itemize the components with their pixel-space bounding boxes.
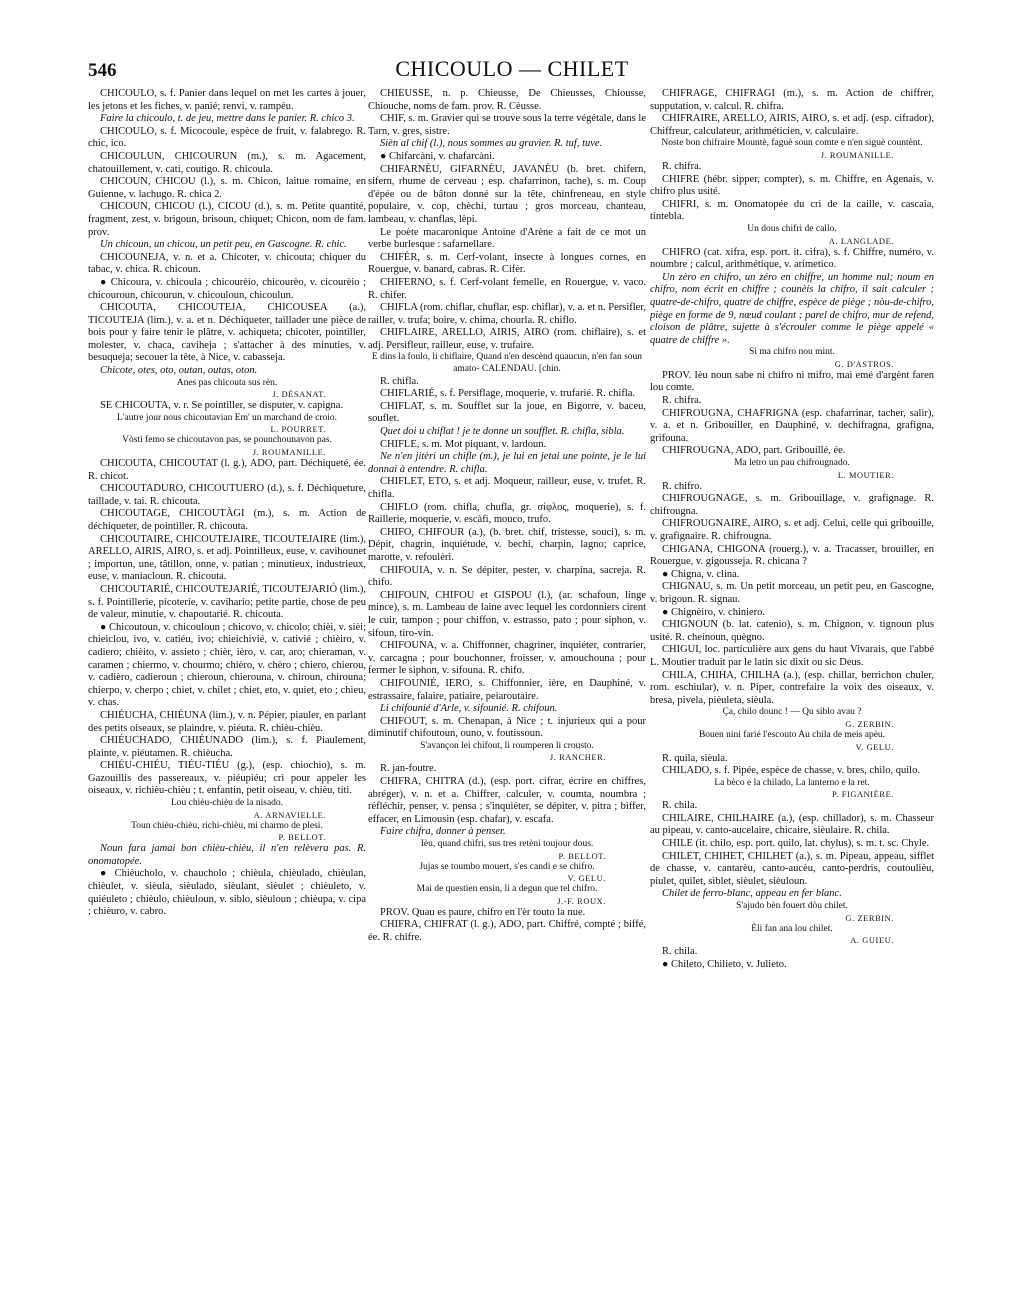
- quotation-author: L. POURRET.: [270, 425, 326, 435]
- dictionary-entry: CHIGNAU, s. m. Un petit morceau, un petit peu, en Gascogne, v. brigoun. R. signau.: [650, 581, 934, 605]
- quotation: Mai de questien ensin, li a degun que tel chifro.: [416, 884, 598, 895]
- dictionary-entry: CHIÉU-CHIÉU, TIÉU-TIÉU (g.), (esp. chiochio), s. m. Gazouillis des passereaux, v. piéupiéu; cri pour appeler les oiseaux, v. richièu-chièu ; t. enfantin, petit oiseau, v. chièu, titi.: [88, 760, 366, 797]
- quotation: Vòsti femo se chicoutavon pas, se pounchounavon pas.: [122, 435, 332, 446]
- dictionary-entry: ● Chifarcàni, v. chafarcàni.: [380, 150, 495, 162]
- dictionary-entry: CHIFROUGNAGE, s. m. Gribouillage, v. grafignage. R. chifrougna.: [650, 493, 934, 517]
- dictionary-entry: CHIFRAIRE, ARELLO, AIRIS, AIRO, s. et adj. (esp. cifrador), Chiffreur, calculateur, arithméticien, v. calculaire.: [650, 113, 934, 137]
- dictionary-entry: CHICOUN, CHICOU (l.), CICOU (d.), s. m. Petite quantité, fragment, zest, v. brigoun, brisoun, chiquet; Chicon, nom de fam. prov.: [88, 201, 366, 238]
- dictionary-entry: CHICOUNEJA, v. n. et a. Chicoter, v. chicouta; chiquer du tabac, v. chica. R. chicoun.: [88, 251, 366, 276]
- dictionary-entry: CHIFRA, CHIFRAT (l. g.), ADO, part. Chiffré, compté ; biffé, ée. R. chifre.: [368, 919, 646, 943]
- dictionary-entry: CHICOUTA, CHICOUTAT (l. g.), ADO, part. Déchiqueté, ée. R. chicot.: [88, 458, 366, 482]
- column-left: [88, 88, 366, 1288]
- dictionary-entry: R. chifla.: [380, 375, 419, 387]
- dictionary-entry: ● Chignèiro, v. chiniero.: [662, 606, 766, 618]
- quotation: Ièu, quand chifri, sus tres retèni toujour dous.: [420, 839, 594, 850]
- dictionary-entry: CHIFROUGNAIRE, AIRO, s. et adj. Celui, celle qui gribouille, v. grafignaire. R. chifrougna.: [650, 518, 934, 542]
- dictionary-entry: CHIFLE, s. m. Mot piquant, v. lardoun.: [380, 438, 547, 450]
- usage-example: Faire chifra, donner à penser.: [380, 826, 506, 838]
- dictionary-entry: CHIGUI, loc. particulière aux gens du haut Vivarais, que l'abbé L. Moutier traduit par le latin sic dixit ou sic Deus.: [650, 644, 934, 668]
- dictionary-entry: CHICOUTAIRE, CHICOUTEJAIRE, TICOUTEJAIRE (lim.), ARELLO, AIRIS, AIRO, s. et adj. Pointilleux, euse, v. cavihounet ; importun, une, tâtillon, onne, v. patian ; minutieux, industrieux, euse, v. maniacloun. R. chicouta.: [88, 533, 366, 583]
- usage-example: Un zèro en chifro, un zéro en chiffre, un homme nul; noum en chifro, nom écrit en chiffre ; counèis la chifro, il sait calculer ; quatre-de-chifro, quatre de chiffre, espèce de piège ; nòu-de-chifro, piège en forme de 9, nœud coulant ; parel de chifro, mur de refend, cloison de plâtre, sujette à s'écrouler comme le piège appelé « quatre de chiffre ».: [650, 271, 934, 346]
- page-number: 546: [88, 60, 117, 81]
- quotation: S'avançon lei chifout, li roumperen li crousto.: [420, 740, 594, 751]
- dictionary-entry: CHILA, CHIHA, CHILHA (a.), (esp. chillar, berrichon chuler, rom. eschiular), v. n. Piper, contrefaire la voix des oiseaux, v. bresa, pivela, pièuleta, sièula.: [650, 669, 934, 706]
- quotation: Anes pas chicouta sus rèn.: [176, 377, 278, 388]
- dictionary-entry: R. jan-foutre.: [380, 763, 437, 775]
- dictionary-entry: CHIGANA, CHIGONA (rouerg.), v. a. Tracasser, brouiller, en Rouergue, v. gigousseja. R. chicana ?: [650, 543, 934, 568]
- dictionary-entry: CHIFRA, CHITRA (d.), (esp. port. cifrar, écrire en chiffres, abréger), v. n. et a. Chiffrer, calculer, v. coumta, noumbra ; réfléchir, penser, v. pensa ; s'inquiéter, se dépiter, v. pitra ; biffer, effacer, en Limousin (esp. chafar), v. escafa.: [368, 776, 646, 825]
- dictionary-entry: CHIFLARIÉ, s. f. Persiflage, moquerie, v. trufarié. R. chifla.: [380, 388, 636, 400]
- quotation-author: V. GELU.: [855, 742, 894, 752]
- dictionary-entry: CHIFLET, ETO, s. et adj. Moqueur, railleur, euse, v. trufet. R. chifla.: [368, 476, 646, 500]
- dictionary-entry: CHIFRAGE, CHIFRÀGI (m.), s. m. Action de chiffrer, supputation, v. calcul. R. chifra.: [650, 88, 934, 112]
- quotation: Èli fan ana lou chilet.: [751, 923, 833, 934]
- dictionary-entry: CHIFLO (rom. chifla, chufla, gr. σίφλος, moquerie), s. f. Raillerie, moquerie, v. escàfi, mouco, trufo.: [368, 501, 646, 526]
- quotation-author: J. RANCHER.: [549, 753, 606, 763]
- quotation-author: J. DÉSANAT.: [272, 390, 326, 400]
- quotation-author: L. MOUTIER.: [837, 470, 894, 480]
- dictionary-entry: CHILADO, s. f. Pipée, espèce de chasse, v. bres, chilo, quilo.: [662, 765, 920, 777]
- quotation-author: J. ROUMANILLE.: [820, 150, 894, 160]
- quotation: Si ma chifro nou mint.: [749, 347, 835, 358]
- quotation: S'ajudo bèn fouert dòu chilet.: [736, 901, 848, 912]
- dictionary-entry: CHIFOUT, s. m. Chenapan, à Nice ; t. injurieux qui a pour diminutif chifoutoun, ouno, v. foutissoun.: [368, 715, 646, 740]
- quotation: Ça, chilo dounc ! — Qu siblo avau ?: [722, 707, 862, 718]
- dictionary-entry: CHIF, s. m. Gravier qui se trouve sous la terre végétale, dans le Tarn, v. gres, sistre.: [368, 113, 646, 137]
- quotation: La bèco e la chilado, La lanterno e la ret.: [714, 777, 870, 788]
- quotation: Ma letro un pau chifrougnado.: [734, 458, 850, 469]
- dictionary-entry: CHILET, CHIHET, CHILHET (a.), s. m. Pipeau, appeau, sifflet de chasse, v. cantarèu, canto-aucèu, canto-perdris, coutoulièu, piulet, quilet, siblet, sièulet, sièuloun.: [650, 850, 934, 887]
- dictionary-entry: CHICOUTADURO, CHICOUTUERO (d.), s. f. Déchiqueture, taillade, v. tai. R. chicouta.: [88, 483, 366, 507]
- quotation: E dins la foulo, li chiflaire, Quand n'en descènd quaucun, n'en fan soun amato- CALENDAU. [chin.: [371, 352, 643, 375]
- quotation-author: J. ROUMANILLE.: [252, 448, 326, 458]
- dictionary-entry: ● Chicoutoun, v. chicouloun ; chicovo, v. chicolo; chièi, v. sièi; chieiclou, ivo, v. catiéu, ivo; chieichivié, v. cativié ; chièiro, v. cadiero; chièito, v. assieto ; chièr, ièro, v. car, aro; chieraman, v. caramen ; chiermo, v. chourmo; chièro, v. chèro ; chiero, chierou, v. cadièro, cadieroun ; chieroun, chierouna, v. chiroun, chirouna; chierpo, v. cherpo ; chiet, v. chilet ; chiet, eto, v. quiet, eto ; chieu, v. chas.: [88, 621, 366, 709]
- quotation-author: A. GUIEU.: [850, 936, 894, 946]
- dictionary-entry: ● Chicoura, v. chicoula ; chicourèio, chicourèo, v. cicourèio ; chicouroun, chicourun, v. chicouloun, chicoulun.: [88, 276, 366, 301]
- usage-example: Noun fara jamai bon chièu-chièu, il n'en relèvera pas. R. onomatopée.: [88, 843, 366, 867]
- usage-example: Chicote, otes, oto, outan, outas, oton.: [100, 365, 258, 377]
- dictionary-entry: R. chifra.: [662, 160, 702, 172]
- quotation: L'autre jour nous chicoutavian Em' un marchand de croio.: [116, 412, 337, 423]
- dictionary-entry: Le poète macaronique Antoine d'Arène a fait de ce mot un verbe burlesque : safarnellare.: [368, 226, 646, 251]
- dictionary-entry: CHIFLA (rom. chiflar, chuflar, esp. chiflar), v. a. et n. Persifler, railler, v. trufa; boire, v. chima, chourla. R. chiflo.: [368, 302, 646, 326]
- dictionary-entry: CHIFROUGNA, ADO, part. Gribouillé, ée.: [662, 445, 846, 457]
- quotation-author: G. ZERBIN.: [845, 913, 894, 923]
- dictionary-entry: CHIFARNÈU, GIFARNÈU, JAVANÈU (b. bret. chifern, sifern, rhume de cerveau ; esp. chafarrinon, tache), s. m. Coup d'épée ou de bâton donné sur la tête, chinfreneau, en style populaire, v. cop, chèchi, turtau ; gros morceau, chanteau, lambeau, v. chanflas, lèpi.: [368, 163, 646, 225]
- dictionary-entry: CHIFÈR, s. m. Cerf-volant, insecte à longues cornes, en Rouergue, v. banard, cabras. R. Cifèr.: [368, 251, 646, 276]
- dictionary-entry: CHIGNOUN (b. lat. catenio), s. m. Chignon, v. tignoun plus usité. R. cheinoun, quègno.: [650, 619, 934, 643]
- dictionary-entry: CHIFRO (cat. xifra, esp. port. it. cifra), s. f. Chiffre, numéro, v. noumbre ; calcul, arithmétique, v. arimetico.: [650, 246, 934, 271]
- quotation-author: G. ZERBIN.: [845, 719, 894, 729]
- usage-example: Ne n'en jitèri un chifle (m.), je lui en jetai une pointe, je le lui donnai à entendre. R. chifla.: [368, 451, 646, 475]
- usage-example: Quet doi u chiflat ! je te donne un soufflet. R. chifla, sibla.: [380, 426, 625, 438]
- dictionary-entry: CHICOUN, CHICOU (l.), s. m. Chicon, laitue romaine, en Guienne, v. lachugo. R. chica 2.: [88, 176, 366, 200]
- dictionary-entry: CHICOUTAGE, CHICOUTÀGI (m.), s. m. Action de déchiqueter, de pointiller. R. chicouta.: [88, 508, 366, 532]
- dictionary-entry: CHIÉUSSE, n. p. Chieusse, De Chieusses, Chiousse, Chiouche, noms de fam. prov. R. Cèusse.: [368, 88, 646, 112]
- quotation-author: V. GELU.: [567, 874, 606, 884]
- quotation: Bouen nini farié l'escouto Au chila de meis apèu.: [698, 729, 886, 740]
- dictionary-entry: CHIFOUNIÉ, IERO, s. Chiffonnier, ière, en Dauphiné, v. estrassaire, falaire, patiaire, peiaroutaire.: [368, 677, 646, 702]
- dictionary-entry: CHIFLAIRE, ARELLO, AIRIS, AIRO (rom. chiflaire), s. et adj. Persifleur, railleur, euse, v. trufaire.: [368, 327, 646, 351]
- dictionary-entry: SE CHICOUTA, v. r. Se pointiller, se disputer, v. capigna.: [100, 400, 344, 412]
- dictionary-entry: R. chila.: [662, 946, 698, 958]
- dictionary-entry: CHICOULUN, CHICOURUN (m.), s. m. Agacement, chatouillement, v. cati, coutigo. R. chicoula.: [88, 150, 366, 175]
- quotation-author: P. BELLOT.: [278, 833, 326, 843]
- running-head: CHICOULO — CHILET: [395, 56, 629, 81]
- usage-example: Sièn al chif (l.), nous sommes au gravier. R. tuf, tuve.: [380, 138, 603, 150]
- quotation-author: G. D'ASTROS.: [834, 359, 894, 369]
- dictionary-entry: CHIFRE (hébr. sipper, compter), s. m. Chiffre, en Agenais, v. chifro plus usité.: [650, 173, 934, 198]
- dictionary-entry: CHICOUTA, CHICOUTEJA, CHICOUSEA (a.), TICOUTEJA (lim.), v. a. et n. Déchiqueter, taillader une pièce de bois pour y faire tenir le plâtre, v. achiqueta; chicoter, pointiller, molester, v. chaca, caviheja ; s'attacher à des minuties, v. besuqueja; secouer la tête, à Nice, v. cabasseja.: [88, 302, 366, 364]
- dictionary-entry: CHIÉUCHADO, CHIÉUNADO (lim.), s. f. Piaulement, plainte, v. piéutamen. R. chièucha.: [88, 735, 366, 759]
- quotation-author: P. FIGANIÈRE.: [831, 790, 894, 800]
- dictionary-entry: R. chifra.: [662, 395, 702, 407]
- dictionary-entry: ● Chièucholo, v. chaucholo ; chièula, chièulado, chièulan, chièulet, v. sièula, sièulado, sièulant, sièulet ; chièuleto, v. quiéuleto ; chièulo, chièuloun, v. siblo, sièuloun ; chièupa, v. cipa ; chièuro, v. cabro.: [88, 868, 366, 918]
- dictionary-entry: CHILE (it. chilo, esp. port. quilo, lat. chylus), s. m. t. sc. Chyle.: [662, 838, 930, 850]
- dictionary-entry: CHIFROUGNA, CHAFRIGNA (esp. chafarrinar, tacher, salir), v. a. et n. Gribouiller, en Dauphiné, v. dechifragna, grafigna, grifouna.: [650, 407, 934, 444]
- dictionary-entry: R. chifro.: [662, 480, 702, 492]
- dictionary-entry: R. chila.: [662, 800, 698, 812]
- dictionary-entry: ● Chigna, v. clina.: [662, 568, 740, 580]
- quotation-author: A. LANGLADE.: [828, 236, 894, 246]
- quotation: Un dous chifri de callo.: [747, 223, 837, 234]
- quotation: Lou chièu-chièu de la nisado.: [170, 798, 284, 809]
- column-middle: [368, 88, 646, 1288]
- dictionary-entry: ● Chileto, Chilieto, v. Julieto.: [662, 958, 787, 970]
- dictionary-entry: PROV. Ièu noun sabe ni chifro ni mifro, mai emé d'argènt faren lou comte.: [650, 369, 934, 394]
- usage-example: Un chicoun, un chicou, un petit peu, en Gascogne. R. chic.: [100, 239, 347, 251]
- quotation-author: A. ARNAVIELLE.: [253, 810, 326, 820]
- dictionary-entry: CHIFOUN, CHIFOU et GISPOU (l.), (ar. schafoun, linge mince), s. m. Lambeau de laine avec lequel les cordonniers cirent le cuir, tampon ; pour chiffon, v. estrasso, pato ; pour siphon, v. sifoun, tiro-vin.: [368, 589, 646, 639]
- dictionary-entry: CHICOUTARIÉ, CHICOUTEJARIÉ, TICOUTEJARIÓ (lim.), s. f. Pointillerie, picoterie, v. cavihario; petite partie, chose de peu de valeur, minutie, v. chapoutarié. R. chicouta.: [88, 583, 366, 621]
- usage-example: Li chifounié d'Arle, v. sifounié. R. chifoun.: [380, 703, 558, 715]
- quotation-author: P. BELLOT.: [558, 851, 606, 861]
- column-right: [650, 88, 934, 1288]
- dictionary-entry: R. quila, sièula.: [662, 752, 728, 764]
- usage-example: Chilet de ferro-blanc, appeau en fer blanc.: [662, 888, 842, 900]
- dictionary-entry: CHIFRI, s. m. Onomatopée du cri de la caille, v. cascaia, tintebla.: [650, 198, 934, 223]
- quotation: Toun chièu-chièu, richi-chièu, mi charmo de plesi.: [131, 820, 323, 831]
- usage-example: Faire la chicoulo, t. de jeu, mettre dans le panier. R. chico 3.: [100, 113, 355, 125]
- quotation: Noste bon chifraire Mountè, faguè soun comte e n'en siguè countènt.: [661, 138, 923, 149]
- dictionary-entry: CHICOULO, s. f. Micocoule, espèce de fruit, v. falabrego. R. chic, ico.: [88, 125, 366, 150]
- quotation: Jujas se toumbo mouert, s'es candi e se chifro.: [419, 861, 595, 872]
- dictionary-entry: CHIFLAT, s. m. Soufflet sur la joue, en Bigorre, v. baceu, souflet.: [368, 400, 646, 425]
- dictionary-entry: CHIFO, CHIFOUR (a.), (b. bret. chif, tristesse, souci), s. m. Dépit, chagrin, inquiétude, v. bechi, charpin, lagno; caprice, marotte, v. refoulèri.: [368, 526, 646, 563]
- dictionary-entry: CHICOULO, s. f. Panier dans lequel on met les cartes à jouer, les jetons et les fiches, v. panié; renvi, v. rampèu.: [88, 88, 366, 112]
- dictionary-entry: CHIFOUIA, v. n. Se dépiter, pester, v. charpina, sacreja. R. chifo.: [368, 564, 646, 589]
- dictionary-entry: CHIÉUCHA, CHIÉUNA (lim.), v. n. Pépier, piauler, en parlant des petits oiseaux, se plaindre, v. piéuta. R. chièu-chièu.: [88, 709, 366, 734]
- dictionary-entry: CHIFOUNA, v. a. Chiffonner, chagriner, inquiéter, contrarier, v. carcagna ; pour bouchonner, froisser, v. amouchouna ; pour fermer le siphon, v. sifouna. R. chifo.: [368, 640, 646, 677]
- dictionary-entry: PROV. Quau es paure, chifro en l'èr touto la nue.: [380, 906, 586, 918]
- dictionary-entry: CHIFERNO, s. f. Cerf-volant femelle, en Rouergue, v. vaco. R. chifer.: [368, 276, 646, 301]
- quotation-author: J.-F. ROUX.: [557, 896, 606, 906]
- dictionary-entry: CHILAIRE, CHILHAIRE (a.), (esp. chillador), s. m. Chasseur au pipeau, v. canto-aucelaire, chicaire, sièulaire. R. chila.: [650, 812, 934, 837]
